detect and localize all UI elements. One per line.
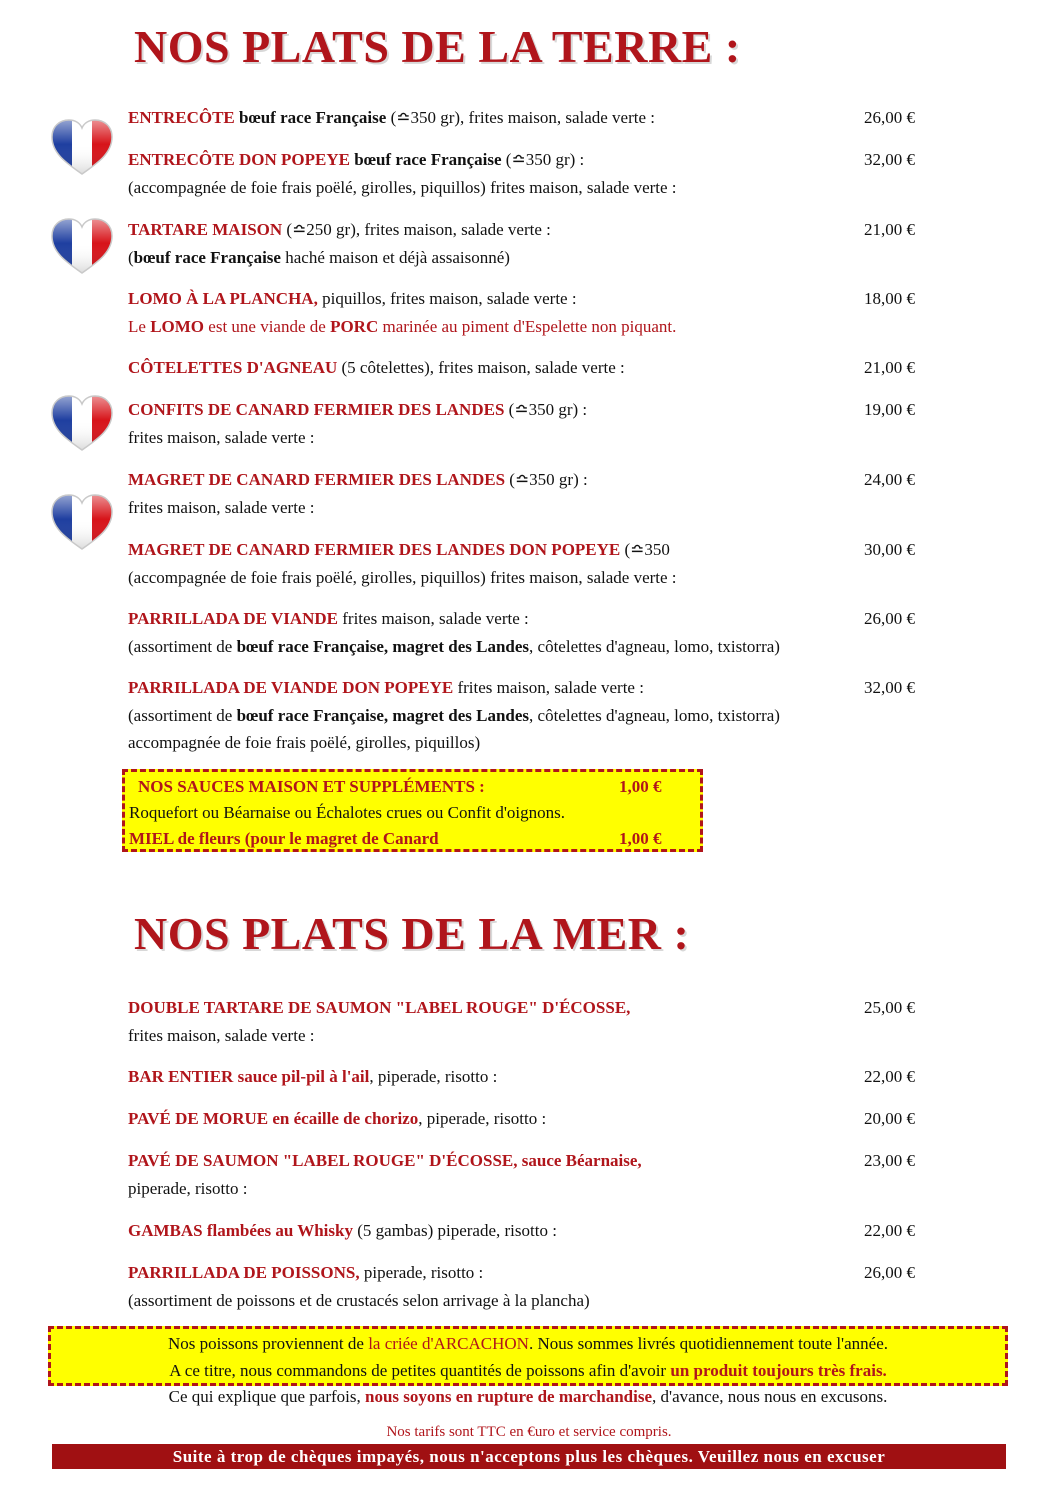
menu-item: CONFITS DE CANARD FERMIER DES LANDES (≏350 gr) : 19,00 € frites maison, salade verte : bbox=[128, 396, 933, 451]
menu-item: PAVÉ DE MORUE en écaille de chorizo, piperade, risotto : 20,00 € bbox=[128, 1105, 933, 1133]
french-flag-heart-icon bbox=[51, 395, 113, 451]
menu-item: ENTRECÔTE DON POPEYE bœuf race Française (≏350 gr) : 32,00 € (accompagnée de foie frais poëlé, girolles, piquillos) frites maison, salade verte : bbox=[128, 146, 933, 201]
price: 18,00 € bbox=[864, 289, 915, 308]
price: 25,00 € bbox=[864, 998, 915, 1017]
menu-item: ENTRECÔTE bœuf race Française (≏350 gr), frites maison, salade verte : 26,00 € bbox=[128, 104, 933, 132]
price: 22,00 € bbox=[864, 1221, 915, 1240]
menu-item: GAMBAS flambées au Whisky (5 gambas) piperade, risotto : 22,00 € bbox=[128, 1217, 933, 1245]
cheque-banner: Suite à trop de chèques impayés, nous n'acceptons plus les chèques. Veuillez nous en excuser bbox=[52, 1444, 1006, 1469]
price: 20,00 € bbox=[864, 1109, 915, 1128]
price: 26,00 € bbox=[864, 1263, 915, 1282]
menu-item: PARRILLADA DE VIANDE frites maison, salade verte : 26,00 € (assortiment de bœuf race Française, magret des Landes, côtelettes d'agneau, lomo, txistorra) bbox=[128, 605, 933, 660]
french-flag-heart-icon bbox=[51, 218, 113, 274]
menu-item: BAR ENTIER sauce pil-pil à l'ail, piperade, risotto : 22,00 € bbox=[128, 1063, 933, 1091]
price: 26,00 € bbox=[864, 609, 915, 628]
price: 19,00 € bbox=[864, 400, 915, 419]
price: 21,00 € bbox=[864, 220, 915, 239]
menu-item: MAGRET DE CANARD FERMIER DES LANDES (≏350 gr) : 24,00 € frites maison, salade verte : bbox=[128, 466, 933, 521]
menu-item: PARRILLADA DE POISSONS, piperade, risotto : 26,00 € (assortiment de poissons et de crustacés selon arrivage à la plancha) bbox=[128, 1259, 933, 1314]
menu-item: CÔTELETTES D'AGNEAU (5 côtelettes), frites maison, salade verte : 21,00 € bbox=[128, 354, 933, 382]
price: 21,00 € bbox=[864, 358, 915, 377]
fish-origin-note: Nos poissons proviennent de la criée d'ARCACHON. Nous sommes livrés quotidiennement toute l'année. A ce titre, nous commandons de petites quantités de poissons afin d'avoir un produit toujours très frais. Ce qui explique que parfois, nous soyons en rupture de marchandise, d'avance, nous nous en excusons. bbox=[48, 1326, 1008, 1386]
french-flag-heart-icon bbox=[51, 119, 113, 175]
item-note: Le LOMO est une viande de PORC marinée au piment d'Espelette non piquant. bbox=[128, 316, 677, 336]
menu-item: LOMO À LA PLANCHA, piquillos, frites maison, salade verte : 18,00 € Le LOMO est une viande de PORC marinée au piment d'Espelette non piquant. bbox=[128, 285, 933, 340]
sauces-box: NOS SAUCES MAISON ET SUPPLÉMENTS : 1,00 € Roquefort ou Béarnaise ou Échalotes crues ou Confit d'oignons. MIEL de fleurs (pour le magret de Canard 1,00 € bbox=[122, 769, 703, 852]
price: 23,00 € bbox=[864, 1151, 915, 1170]
menu-item: PARRILLADA DE VIANDE DON POPEYE frites maison, salade verte : 32,00 € (assortiment de bœuf race Française, magret des Landes, côtelettes d'agneau, lomo, txistorra) accompagnée de foie frais poëlé, girolles, piquillos) bbox=[128, 674, 933, 757]
prices-note: Nos tarifs sont TTC en €uro et service compris. bbox=[386, 1424, 672, 1440]
french-flag-heart-icon bbox=[51, 494, 113, 550]
menu-item: DOUBLE TARTARE DE SAUMON "LABEL ROUGE" D'ÉCOSSE, 25,00 € frites maison, salade verte : bbox=[128, 994, 933, 1049]
price: 32,00 € bbox=[864, 150, 915, 169]
menu-item: TARTARE MAISON (≏250 gr), frites maison, salade verte : 21,00 € (bœuf race Française haché maison et déjà assaisonné) bbox=[128, 216, 933, 271]
price: 32,00 € bbox=[864, 678, 915, 697]
price: 26,00 € bbox=[864, 108, 915, 127]
price: 30,00 € bbox=[864, 540, 915, 559]
menu-item: MAGRET DE CANARD FERMIER DES LANDES DON POPEYE (≏350 30,00 € (accompagnée de foie frais poëlé, girolles, piquillos) frites maison, salade verte : bbox=[128, 536, 933, 591]
section-title-terre: NOS PLATS DE LA TERRE : bbox=[134, 21, 741, 72]
price: 24,00 € bbox=[864, 470, 915, 489]
price: 22,00 € bbox=[864, 1067, 915, 1086]
section-title-mer: NOS PLATS DE LA MER : bbox=[134, 908, 690, 959]
menu-item: PAVÉ DE SAUMON "LABEL ROUGE" D'ÉCOSSE, sauce Béarnaise, 23,00 € piperade, risotto : bbox=[128, 1147, 933, 1202]
